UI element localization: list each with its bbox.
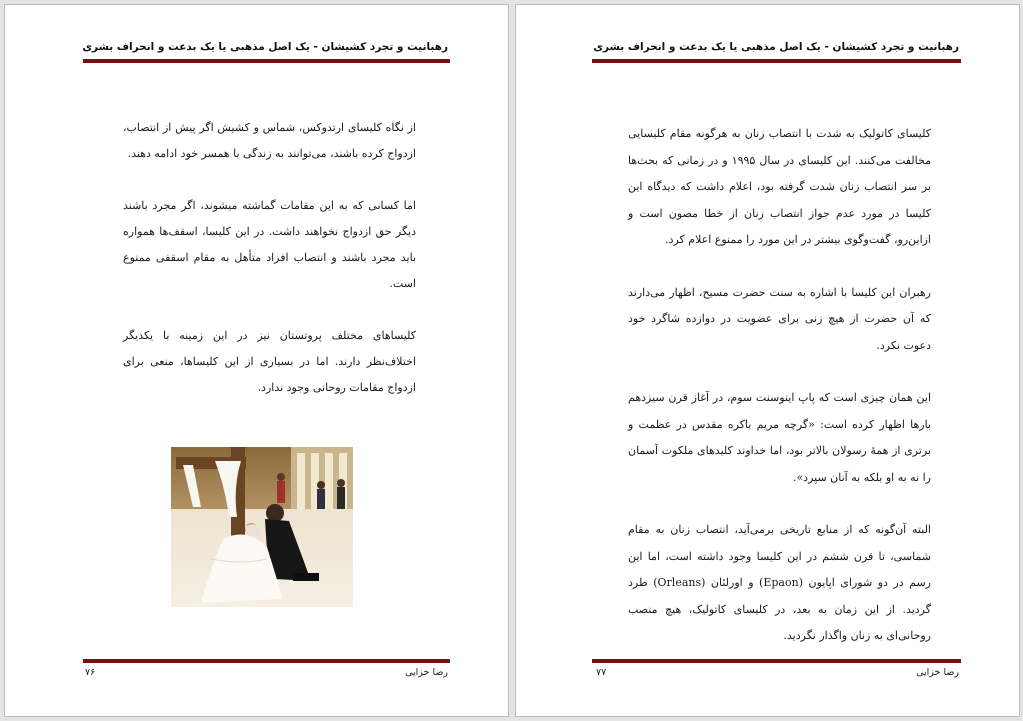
- paragraph: کلیساهای مختلف پروتستان نیز در این زمینه با یکدیگر اختلاف‌نظر دارند. اما در بسیاری از این کلیساها، منعی برای ازدواج مقامات روحانی وجود ندارد.: [123, 329, 416, 394]
- paragraph: از نگاه کلیسای ارتدوکس، شماس و کشیش اگر پیش از انتصاب، ازدواج کرده باشند، می‌توانند به زندگی با همسر خود ادامه دهند.: [123, 121, 416, 160]
- footer-rule: [592, 659, 961, 663]
- footer-author: رضا خزایی: [916, 667, 959, 678]
- footer-rule: [83, 659, 450, 663]
- footer-author: رضا خزایی: [405, 667, 448, 678]
- paragraph: اما کسانی که به این مقامات گماشته میشوند، اگر مجرد باشند دیگر حق ازدواج نخواهند داشت. در این کلیسا، اسقف‌ها همواره باید مجرد باشند و انتصاب افراد متأهل به مقام اسقفی ممنوع است.: [123, 199, 416, 290]
- paragraph: البته آن‌گونه که از منابع تاریخی برمی‌آید، انتصاب زنان به مقام شماسی، تا قرن ششم در این کلیسا وجود داشته است، اما این رسم در دو شورای اپایون (Epaon) و اورلئان (Orleans) طرد گردید. از این زمان به بعد، در کلیسای کاتولیک، هیچ منصب روحانی‌ای به زنان واگذار نگردید.: [628, 523, 931, 642]
- page-number: ۷۷: [596, 667, 607, 678]
- paragraph: کلیسای کاتولیک به شدت با انتصاب زنان به هرگونه مقام کلیسایی مخالفت می‌کنند. این کلیسای در سال ۱۹۹۵ و در زمانی که بحث‌ها بر سر انتصاب زنان شدت گرفته بود، اعلام داشت که دیدگاه این کلیسا در مورد عدم جواز انتصاب زنان از خطا مصون است و ازاین‌رو، گفت‌وگوی بیشتر در این مورد را ممنوع اعلام کرد.: [628, 127, 932, 246]
- wedding-photo: [171, 447, 353, 607]
- right-page[interactable]: [515, 4, 1020, 717]
- paragraph: این همان چیزی است که پاپ اینوسنت سوم، در آغاز قرن سیزدهم بارها اظهار کرده است: «گرچه مریم باکره مقدس در عظمت و برتری از همهٔ رسولان بالاتر بود، اما خداوند کلیدهای ملکوت آسمان را نه به او بلکه به آنان سپرد».: [628, 391, 931, 484]
- running-header: رهبانیت و تجرد کشیشان - یک اصل مذهبی یا یک بدعت و انحراف بشری: [593, 41, 959, 53]
- page-body: [628, 121, 931, 676]
- left-page[interactable]: [4, 4, 509, 717]
- paragraph: رهبران این کلیسا با اشاره به سنت حضرت مسیح، اظهار می‌دارند که آن حضرت از هیچ زنی برای عضویت در دوازده شاگرد خود دعوت نکرد.: [628, 285, 931, 352]
- page-body: [123, 115, 416, 427]
- header-rule: [83, 59, 450, 63]
- page-number: ۷۶: [85, 667, 96, 678]
- running-header: رهبانیت و تجرد کشیشان - یک اصل مذهبی یا یک بدعت و انحراف بشری: [82, 41, 448, 53]
- header-rule: [592, 59, 961, 63]
